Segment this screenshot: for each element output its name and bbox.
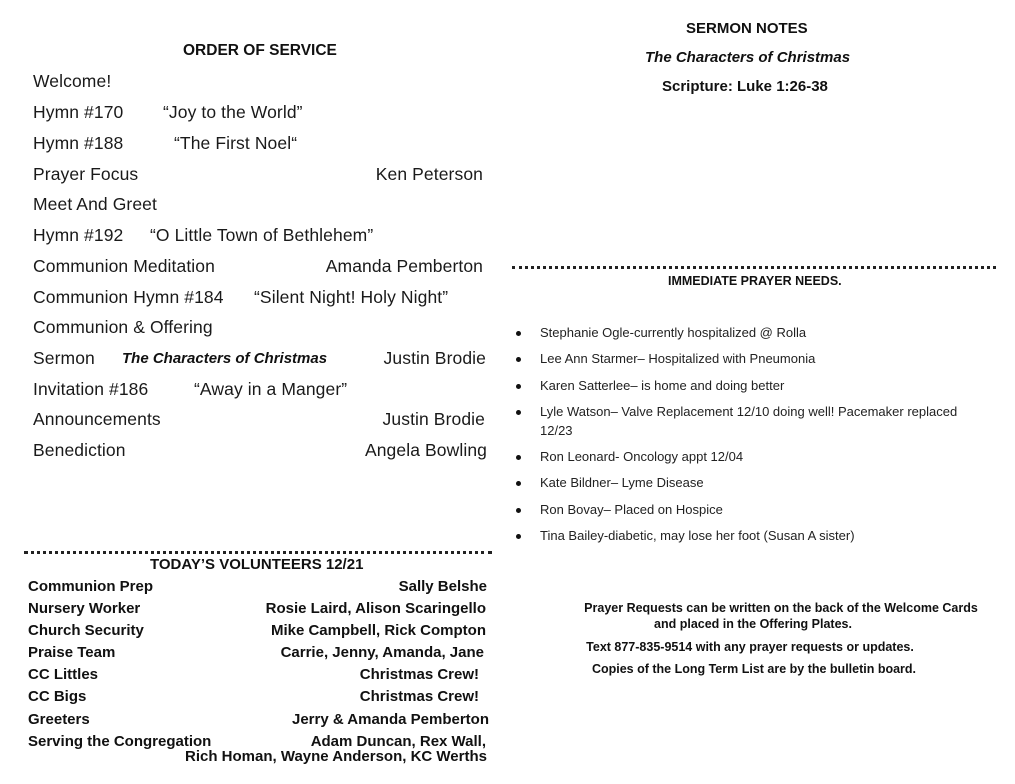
- volunteers-title: TODAY’S VOLUNTEERS 12/21: [150, 556, 364, 573]
- service-item-hymn-170: Hymn #170: [33, 102, 124, 122]
- service-item-meet-greet: Meet And Greet: [33, 194, 157, 214]
- service-item-hymn-188: Hymn #188: [33, 133, 124, 153]
- service-item-communion-meditation-leader: Amanda Pemberton: [325, 256, 483, 276]
- volunteer-role: Serving the Congregation: [28, 733, 212, 750]
- volunteer-names: Christmas Crew!: [359, 666, 479, 683]
- bullet-icon: [516, 455, 521, 460]
- service-item-communion-hymn: Communion Hymn #184: [33, 287, 224, 307]
- service-item-hymn-192: Hymn #192: [33, 225, 124, 245]
- prayer-item: Lyle Watson– Valve Replacement 12/10 doing well! Pacemaker replaced: [540, 404, 958, 419]
- service-item-communion-hymn-title: “Silent Night! Holy Night”: [254, 287, 449, 307]
- volunteer-names-continued: Rich Homan, Wayne Anderson, KC Werths: [185, 748, 487, 765]
- volunteer-role: CC Littles: [28, 666, 99, 683]
- service-item-communion-meditation: Communion Meditation: [33, 256, 215, 276]
- volunteer-role: Church Security: [28, 622, 144, 639]
- prayer-text-note: Text 877-835-9514 with any prayer requests or updates.: [586, 640, 914, 654]
- sermon-scripture: Scripture: Luke 1:26-38: [662, 78, 828, 95]
- volunteer-names: Christmas Crew!: [359, 688, 479, 705]
- prayer-item: Karen Satterlee– is home and doing better: [540, 378, 785, 393]
- service-item-hymn-192-title: “O Little Town of Bethlehem”: [150, 225, 374, 245]
- volunteer-role: Praise Team: [28, 644, 116, 661]
- prayer-request-note-line1: Prayer Requests can be written on the back of the Welcome Cards: [584, 601, 978, 615]
- prayer-item: Ron Leonard- Oncology appt 12/04: [540, 449, 744, 464]
- volunteer-role: Communion Prep: [28, 578, 154, 595]
- service-item-welcome: Welcome!: [33, 71, 112, 91]
- volunteer-role: Greeters: [28, 711, 90, 728]
- right-divider: [512, 266, 996, 269]
- volunteer-names: Carrie, Jenny, Amanda, Jane: [280, 644, 484, 661]
- prayer-needs-heading: IMMEDIATE PRAYER NEEDS.: [668, 274, 842, 288]
- volunteer-names: Rosie Laird, Alison Scaringello: [265, 600, 486, 617]
- service-item-invitation: Invitation #186: [33, 379, 149, 399]
- service-item-sermon-title: The Characters of Christmas: [122, 350, 328, 367]
- service-item-announcements-speaker: Justin Brodie: [382, 409, 485, 429]
- sermon-notes-heading: SERMON NOTES: [686, 20, 808, 37]
- service-item-prayer-focus-leader: Ken Peterson: [375, 164, 483, 184]
- bullet-icon: [516, 481, 521, 486]
- volunteer-names: Mike Campbell, Rick Compton: [270, 622, 486, 639]
- service-item-sermon: Sermon: [33, 348, 95, 368]
- bullet-icon: [516, 410, 521, 415]
- prayer-item: Ron Bovay– Placed on Hospice: [540, 502, 723, 517]
- volunteer-names: Sally Belshe: [398, 578, 487, 595]
- bullet-icon: [516, 357, 521, 362]
- left-divider: [24, 551, 492, 554]
- order-of-service-title: ORDER OF SERVICE: [183, 42, 337, 59]
- volunteer-names: Jerry & Amanda Pemberton: [291, 711, 489, 728]
- service-item-sermon-speaker: Justin Brodie: [383, 348, 486, 368]
- prayer-item: Stephanie Ogle-currently hospitalized @ Rolla: [540, 325, 807, 340]
- service-item-hymn-170-title: “Joy to the World”: [163, 102, 303, 122]
- prayer-item: Kate Bildner– Lyme Disease: [540, 475, 704, 490]
- service-item-benediction-leader: Angela Bowling: [364, 440, 487, 460]
- bullet-icon: [516, 534, 521, 539]
- prayer-item: Lee Ann Starmer– Hospitalized with Pneumonia: [540, 351, 816, 366]
- volunteer-role: Nursery Worker: [28, 600, 141, 617]
- volunteer-names: Adam Duncan, Rex Wall,: [310, 733, 486, 750]
- service-item-communion-offering: Communion & Offering: [33, 317, 213, 337]
- volunteer-role: CC Bigs: [28, 688, 87, 705]
- long-term-list-note: Copies of the Long Term List are by the bulletin board.: [591, 662, 917, 676]
- prayer-item: Tina Bailey-diabetic, may lose her foot (Susan A sister): [540, 528, 855, 543]
- prayer-item-continued: 12/23: [540, 423, 573, 438]
- bullet-icon: [516, 508, 521, 513]
- prayer-request-note-line2: and placed in the Offering Plates.: [654, 617, 852, 631]
- bullet-icon: [516, 384, 521, 389]
- service-item-announcements: Announcements: [33, 409, 161, 429]
- service-item-hymn-188-title: “The First Noel“: [174, 133, 298, 153]
- service-item-invitation-title: “Away in a Manger”: [194, 379, 348, 399]
- bullet-icon: [516, 331, 521, 336]
- service-item-benediction: Benediction: [33, 440, 126, 460]
- service-item-prayer-focus: Prayer Focus: [33, 164, 139, 184]
- sermon-notes-title: The Characters of Christmas: [645, 49, 851, 66]
